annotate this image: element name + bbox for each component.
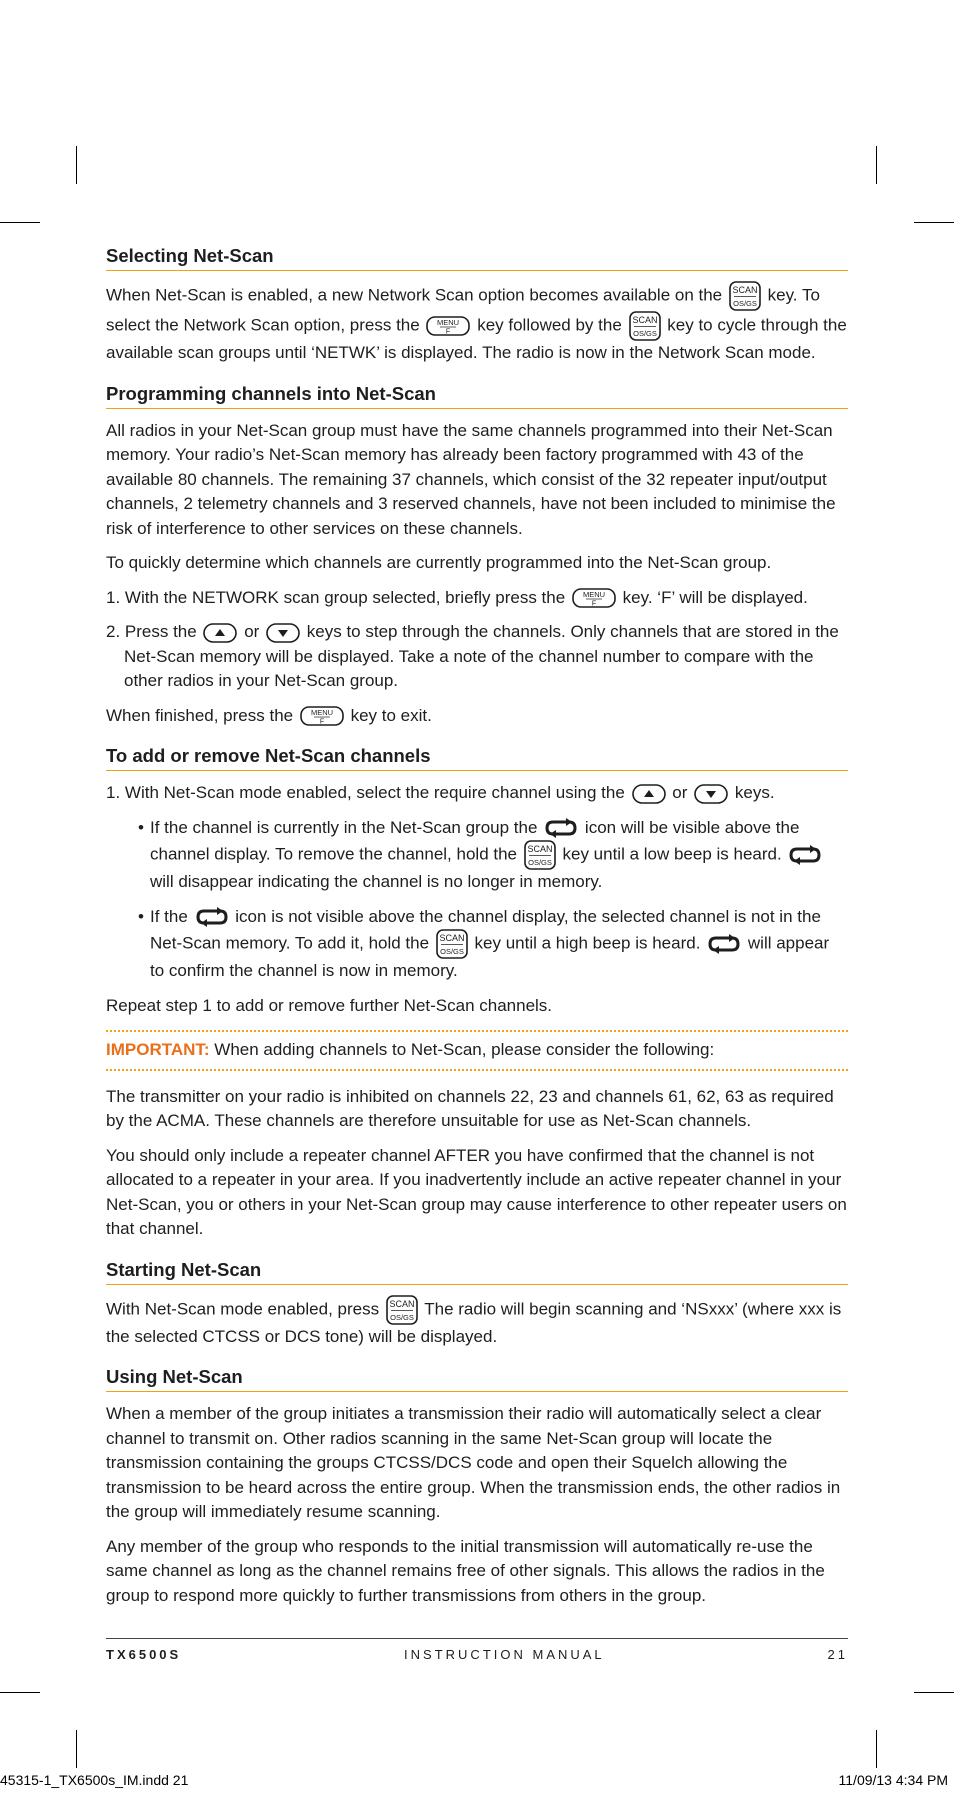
net-scan-loop-icon <box>195 907 229 927</box>
text: With Net-Scan mode enabled, press <box>106 1298 380 1318</box>
crop-mark <box>914 1692 954 1693</box>
footer-manual-title: INSTRUCTION MANUAL <box>404 1647 605 1662</box>
important-label: IMPORTANT: <box>106 1040 210 1059</box>
footer-model: TX6500S <box>106 1647 182 1662</box>
scan-key-icon <box>436 929 468 959</box>
text: key to exit. <box>350 705 432 725</box>
paragraph: Any member of the group who responds to the initial transmission will automatically re-use the same channel as long as the channel remains free of other signals. This allows the radios in the group to respond more quickly to further transmissions from others in the group. <box>106 1536 825 1605</box>
text: 1. With the NETWORK scan group selected, briefly press the <box>106 587 566 607</box>
down-key-icon <box>266 623 300 643</box>
page-content <box>106 240 848 1608</box>
numbered-step <box>106 586 848 611</box>
section-add-remove-channels <box>106 740 848 1242</box>
menu-key-icon <box>426 316 470 336</box>
scan-key-icon <box>386 1295 418 1325</box>
crop-mark <box>876 1730 877 1768</box>
text: key until a low beep is heard. <box>562 844 782 864</box>
menu-key-icon <box>572 588 616 608</box>
net-scan-loop-icon <box>707 934 741 954</box>
net-scan-loop-icon <box>788 845 822 865</box>
page-footer <box>106 1638 848 1662</box>
paragraph: Repeat step 1 to add or remove further Net-Scan channels. <box>106 995 553 1015</box>
important-text: When adding channels to Net-Scan, please consider the following: <box>214 1040 715 1059</box>
bullet-marker: • <box>138 906 144 926</box>
section-heading: Starting Net-Scan <box>106 1254 848 1285</box>
paragraph <box>106 1295 848 1350</box>
section-programming-channels <box>106 378 848 729</box>
paragraph <box>106 704 848 729</box>
text: keys to step through the channels. Only channels that are stored in the Net-Scan memory will be displayed. Take a note of the channel number to compare with the other radios in your Net-Scan group. <box>124 622 839 690</box>
paragraph: To quickly determine which channels are currently programmed into the Net-Scan group. <box>106 553 772 572</box>
footer-page-number: 21 <box>827 1647 848 1662</box>
text: key. ‘F’ will be displayed. <box>622 587 808 607</box>
down-key-icon <box>694 784 728 804</box>
crop-mark <box>76 146 77 184</box>
up-key-icon <box>632 784 666 804</box>
bullet-item <box>106 905 848 984</box>
section-heading: Programming channels into Net-Scan <box>106 378 848 409</box>
paragraph: The transmitter on your radio is inhibited on channels 22, 23 and channels 61, 62, 63 as required by the ACMA. These channels are therefore unsuitable for use as Net-Scan channels. <box>106 1086 834 1130</box>
crop-mark <box>0 1692 40 1693</box>
section-using-net-scan <box>106 1361 848 1608</box>
slug-date: 11/09/13 4:34 PM <box>838 1772 948 1788</box>
text: 2. Press the <box>106 622 197 641</box>
text: key followed by the <box>477 315 622 335</box>
net-scan-loop-icon <box>544 818 578 838</box>
paragraph: You should only include a repeater channel AFTER you have confirmed that the channel is not allocated to a repeater in your area. If you inadvertently include an active repeater channel in your Net-Scan, you or others in your Net-Scan group may cause interference to other repeater users on that channel. <box>106 1145 847 1238</box>
crop-mark <box>914 222 954 223</box>
text: If the <box>150 906 188 926</box>
scan-key-icon <box>729 281 761 311</box>
text: When finished, press the <box>106 705 294 725</box>
text: key to cycle through the available scan groups until ‘NETWK’ is displayed. The radio is now in the Network Scan mode. <box>106 315 847 362</box>
slug-filename: 45315-1_TX6500s_IM.indd 21 <box>0 1772 189 1788</box>
crop-mark <box>0 222 40 223</box>
text: The radio will begin scanning and ‘NSxxx’ (where xxx is the selected CTCSS or DCS tone) will be displayed. <box>106 1298 842 1346</box>
text: icon will be visible above the channel display. To remove the channel, hold the <box>150 817 800 864</box>
bullet-item <box>106 816 848 895</box>
paragraph: All radios in your Net-Scan group must have the same channels programmed into their Net-Scan memory. Your radio’s Net-Scan memory has already been factory programmed with 43 of the available 80 channels. The remaining 37 channels, which consist of the 32 repeater input/output channels, 2 telemetry channels and 3 reserved channels, have not been included to minimise the risk of interference to other services on these channels. <box>106 420 836 538</box>
scan-key-icon <box>524 840 556 870</box>
crop-mark <box>876 146 877 184</box>
text: or <box>672 783 688 802</box>
numbered-step <box>106 620 848 694</box>
text: key. To select the Network Scan option, press the <box>106 285 820 335</box>
text: will appear to confirm the channel is now in memory. <box>150 933 830 980</box>
text: 1. With Net-Scan mode enabled, select the require channel using the <box>106 783 625 802</box>
section-heading: Using Net-Scan <box>106 1361 848 1392</box>
text: When Net-Scan is enabled, a new Network Scan option becomes available on the <box>106 285 723 305</box>
scan-key-icon <box>629 311 661 341</box>
text: icon is not visible above the channel display, the selected channel is not in the Net-Scan memory. To add it, hold the <box>150 906 821 953</box>
text: or <box>244 622 260 641</box>
section-heading: To add or remove Net-Scan channels <box>106 740 848 771</box>
text: keys. <box>734 783 775 802</box>
crop-mark <box>76 1730 77 1768</box>
section-selecting-net-scan <box>106 240 848 366</box>
paragraph: When a member of the group initiates a transmission their radio will automatically select a clear channel to transmit on. Other radios scanning in the same Net-Scan group will locate the transmission containing the groups CTCSS/DCS code and open their Squelch allowing the transmission to be heard across the entire group. When the transmission ends, the other radios in the group will immediately resume scanning. <box>106 1404 841 1521</box>
section-starting-net-scan <box>106 1254 848 1350</box>
bullet-marker: • <box>138 817 144 837</box>
paragraph <box>106 281 848 366</box>
up-key-icon <box>203 623 237 643</box>
important-notice <box>106 1030 848 1071</box>
menu-key-icon <box>300 706 344 726</box>
text: will disappear indicating the channel is no longer in memory. <box>150 872 603 891</box>
section-heading: Selecting Net-Scan <box>106 240 848 271</box>
text: key until a high beep is heard. <box>474 933 701 953</box>
text: If the channel is currently in the Net-Scan group the <box>150 817 538 837</box>
numbered-step <box>106 781 848 806</box>
